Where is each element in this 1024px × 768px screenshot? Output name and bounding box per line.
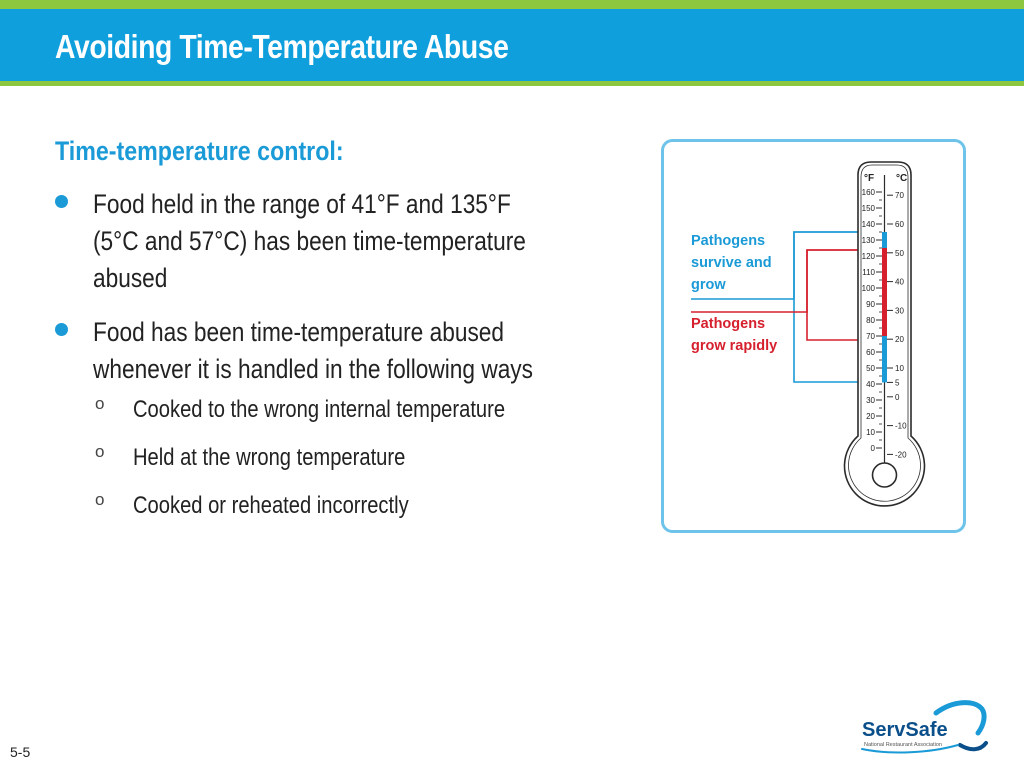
bullet-line: (5°C and 57°C) has been time-temperature — [93, 226, 526, 256]
unit-f-label: °F — [864, 173, 875, 184]
rapid-zone — [882, 248, 887, 336]
f-tick-label: 130 — [861, 236, 875, 245]
c-tick-label: 20 — [895, 335, 904, 345]
unit-c-label: °C — [896, 173, 908, 184]
survive-label-line: survive and — [691, 255, 772, 271]
f-tick-label: 80 — [866, 316, 875, 325]
bullet-line: Food held in the range of 41°F and 135°F — [93, 189, 511, 219]
top-accent-strip — [0, 0, 1024, 9]
f-tick-label: 100 — [861, 284, 875, 293]
c-tick-label: 50 — [895, 248, 904, 258]
f-tick-label: 140 — [861, 220, 875, 229]
logo-tagline: National Restaurant Association — [864, 742, 942, 748]
c-tick-label: 70 — [895, 191, 904, 201]
logo-swoosh-icon — [960, 743, 986, 749]
f-tick-label: 120 — [861, 252, 875, 261]
logo-wordmark: ServSafe — [862, 719, 948, 741]
bullet-line: abused — [93, 263, 168, 293]
f-tick-label: 150 — [861, 204, 875, 213]
survive-zone-lower — [882, 336, 887, 382]
f-tick-label: 90 — [866, 300, 875, 309]
sub-bullet-text: Held at the wrong temperature — [133, 444, 406, 471]
f-tick-label: 160 — [861, 188, 875, 197]
circle-bullet-icon: o — [95, 394, 105, 413]
survive-zone-upper — [882, 232, 887, 248]
bullet-dot-icon — [55, 323, 68, 336]
c-tick-label: 0 — [895, 392, 900, 402]
f-tick-label: 70 — [866, 332, 875, 341]
c-tick-label: 60 — [895, 220, 904, 229]
bullet-dot-icon — [55, 195, 68, 208]
c-tick-label: 40 — [895, 277, 904, 287]
survive-label-line: grow — [691, 277, 726, 293]
bullet-item — [55, 186, 615, 297]
rapid-label-line: grow rapidly — [691, 338, 778, 354]
f-tick-label: 50 — [866, 364, 875, 373]
f-tick-label: 60 — [866, 348, 875, 357]
page-number: 5-5 — [10, 744, 31, 760]
title-underline — [0, 81, 1024, 86]
f-tick-label: 0 — [870, 444, 875, 453]
f-tick-label: 20 — [866, 412, 875, 421]
bullet-line: whenever it is handled in the following ways — [93, 354, 534, 384]
sub-bullet-text: Cooked or reheated incorrectly — [133, 492, 409, 519]
survive-label-line: Pathogens — [691, 233, 766, 249]
c-tick-label: 10 — [895, 364, 904, 373]
slide-title: Avoiding Time-Temperature Abuse — [55, 28, 509, 65]
servsafe-logo — [860, 695, 990, 757]
sub-bullet-item — [95, 396, 576, 444]
f-tick-label: 10 — [866, 428, 875, 437]
bullet-line: Food has been time-temperature abused — [93, 317, 505, 347]
c-tick-label: -20 — [895, 450, 907, 460]
sub-bullet-item — [95, 444, 576, 492]
circle-bullet-icon: o — [95, 442, 105, 461]
thermometer-bulb — [873, 463, 897, 487]
c-tick-label: 5 — [895, 378, 900, 388]
sub-bullet-list — [95, 396, 576, 540]
bullet-item — [55, 314, 615, 388]
rapid-label-line: Pathogens — [691, 316, 766, 332]
f-tick-label: 110 — [862, 268, 875, 277]
c-tick-label: -10 — [895, 421, 907, 431]
sub-bullet-text: Cooked to the wrong internal temperature — [133, 396, 506, 423]
sub-bullet-item — [95, 492, 576, 540]
section-heading: Time-temperature control: — [55, 136, 344, 166]
bullet-text — [93, 186, 631, 297]
circle-bullet-icon: o — [95, 490, 105, 509]
c-tick-label: 30 — [895, 306, 904, 316]
f-tick-label: 40 — [866, 380, 875, 389]
thermometer-figure — [661, 139, 966, 533]
bullet-text — [93, 314, 631, 388]
bullet-list — [55, 186, 615, 388]
f-tick-label: 30 — [866, 396, 875, 405]
